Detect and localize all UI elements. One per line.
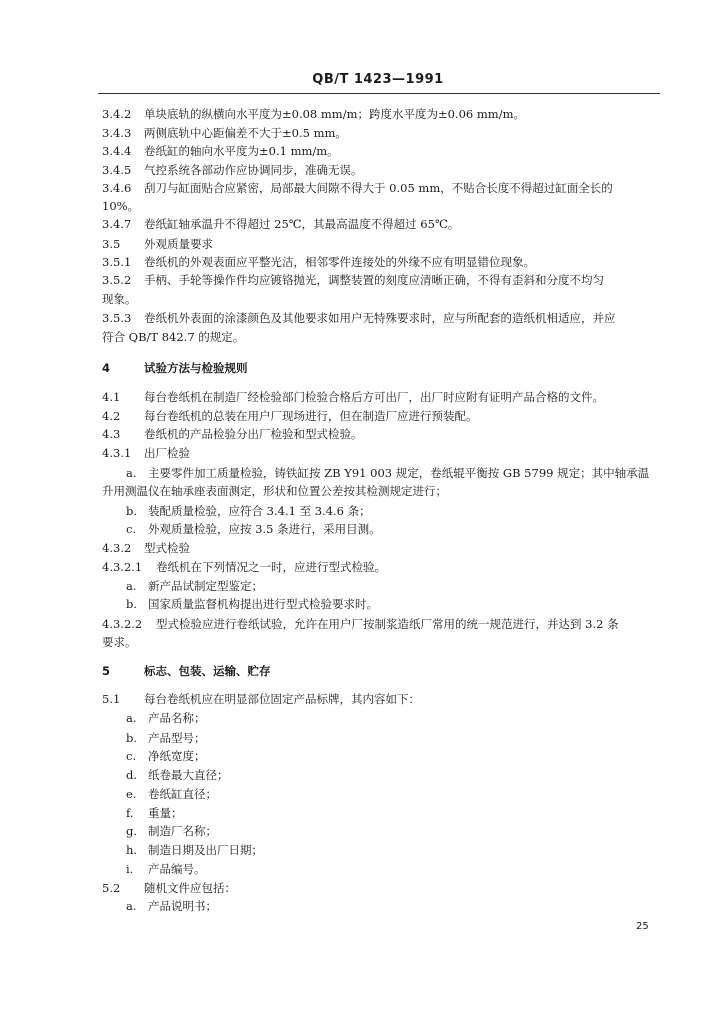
text-line [126, 843, 686, 857]
clause-text: 气控系统各部动作应协调同步，准确无误。 [144, 163, 363, 177]
text-line [102, 427, 662, 441]
clause-text: 手柄、手轮等操作件均应镀铬抛光，调整装置的刻度应清晰正确，不得有歪斜和分度不均匀 [144, 273, 604, 287]
clause-text: 卷纸机在下列情况之一时，应进行型式检验。 [156, 560, 386, 574]
page-number: 25 [636, 921, 649, 932]
clause-text: 卷纸机外表面的涂漆颜色及其他要求如用户无特殊要求时，应与所配套的造纸机相适应，并应 [144, 311, 616, 325]
text-line [102, 635, 662, 649]
clause-text: 符合 QB/T 842.7 的规定。 [102, 330, 245, 344]
clause-number: 4.1 [102, 390, 121, 404]
clause-text: 要求。 [102, 635, 137, 649]
text-line [102, 181, 662, 195]
list-marker: b. [126, 597, 138, 611]
clause-text: 制造厂名称； [148, 824, 217, 838]
text-line [102, 409, 662, 423]
clause-text: 10%。 [102, 199, 140, 213]
text-line [126, 579, 686, 593]
text-line [126, 731, 686, 745]
list-marker: g. [126, 824, 138, 838]
text-line [102, 881, 662, 895]
text-line [126, 504, 686, 518]
clause-number: 4.3.1 [102, 446, 132, 460]
clause-text: 升用测温仪在轴承座表面测定，形状和位置公差按其检测规定进行； [102, 484, 447, 498]
clause-text: 产品说明书； [148, 899, 217, 913]
list-marker: a. [126, 711, 137, 725]
clause-text: 卷纸缸的轴向水平度为±0.1 mm/m。 [144, 144, 339, 158]
text-line [102, 163, 662, 177]
text-line [102, 560, 662, 574]
clause-text: 两侧底轨中心距偏差不大于±0.5 mm。 [144, 126, 347, 140]
text-line [126, 711, 686, 725]
clause-text: 装配质量检验，应符合 3.4.1 至 3.4.6 条； [148, 504, 371, 518]
clause-text: 产品名称； [148, 711, 206, 725]
list-marker: a. [126, 579, 137, 593]
clause-text: 净纸宽度； [148, 749, 206, 763]
text-line [126, 768, 686, 782]
clause-number: 4.2 [102, 409, 121, 423]
clause-number: 5 [102, 664, 111, 678]
clause-number: 3.4.5 [102, 163, 132, 177]
clause-text: 每台卷纸机在制造厂经检验部门检验合格后方可出厂，出厂时应附有证明产品合格的文件。 [144, 390, 604, 404]
list-marker: i. [126, 862, 134, 876]
clause-number: 5.2 [102, 881, 121, 895]
clause-number: 3.5.3 [102, 311, 132, 325]
text-line [102, 237, 662, 251]
clause-text: 卷纸机的产品检验分出厂检验和型式检验。 [144, 427, 363, 441]
list-marker: h. [126, 843, 138, 857]
text-line [102, 311, 662, 325]
list-marker: d. [126, 768, 138, 782]
header-rule [98, 93, 660, 94]
list-marker: b. [126, 504, 138, 518]
clause-text: 卷纸缸轴承温升不得超过 25℃，其最高温度不得超过 65℃。 [144, 217, 460, 231]
text-line [126, 749, 686, 763]
clause-text: 出厂检验 [144, 446, 190, 460]
list-marker: a. [126, 466, 137, 480]
page-header: QB/T 1423—1991 [312, 72, 444, 87]
clause-text: 刮刀与缸面贴合应紧密，局部最大间隙不得大于 0.05 mm，不贴合长度不得超过缸面全长的 [144, 181, 613, 195]
clause-text: 卷纸机的外观表面应平整光洁，相邻零件连接处的外缘不应有明显错位现象。 [144, 255, 535, 269]
section-heading [102, 664, 662, 678]
clause-number: 5.1 [102, 692, 121, 706]
clause-text: 主要零件加工质量检验，铸铁缸按 ZB Y91 003 规定，卷纸辊平衡按 GB 5799 规定；其中轴承温 [148, 466, 650, 480]
clause-text: 外观质量检验，应按 3.5 条进行，采用目测。 [148, 522, 381, 536]
clause-text: 现象。 [102, 292, 137, 306]
text-line [126, 899, 686, 913]
clause-number: 3.5.1 [102, 255, 132, 269]
text-line [102, 390, 662, 404]
clause-number: 3.4.4 [102, 144, 132, 158]
clause-text: 国家质量监督机构提出进行型式检验要求时。 [148, 597, 378, 611]
text-line [102, 446, 662, 460]
clause-text: 纸卷最大直径； [148, 768, 229, 782]
clause-text: 重量； [148, 806, 183, 820]
text-line [126, 466, 686, 480]
text-line [126, 522, 686, 536]
clause-number: 3.4.3 [102, 126, 132, 140]
clause-number: 4 [102, 361, 111, 375]
clause-number: 3.4.2 [102, 107, 132, 121]
text-line [126, 824, 686, 838]
list-marker: b. [126, 731, 138, 745]
text-line [126, 862, 686, 876]
text-line [126, 597, 686, 611]
clause-text: 制造日期及出厂日期； [148, 843, 263, 857]
clause-number: 3.5.2 [102, 273, 132, 287]
text-line [102, 273, 662, 287]
text-line [102, 107, 662, 121]
clause-text: 每台卷纸机应在明显部位固定产品标牌，其内容如下： [144, 692, 420, 706]
clause-text: 标志、包装、运输、贮存 [144, 664, 271, 678]
text-line [102, 330, 662, 344]
text-line [102, 255, 662, 269]
text-line [102, 144, 662, 158]
clause-text: 试验方法与检验规则 [144, 361, 248, 375]
clause-number: 4.3 [102, 427, 121, 441]
clause-text: 卷纸缸直径； [148, 787, 217, 801]
clause-number: 4.3.2.1 [102, 560, 143, 574]
clause-text: 每台卷纸机的总装在用户厂现场进行，但在制造厂应进行预装配。 [144, 409, 478, 423]
clause-text: 产品型号； [148, 731, 206, 745]
clause-text: 外观质量要求 [144, 237, 213, 251]
text-line [102, 692, 662, 706]
text-line [102, 126, 662, 140]
text-line [126, 787, 686, 801]
list-marker: c. [126, 749, 137, 763]
text-line [102, 199, 662, 213]
clause-number: 3.4.6 [102, 181, 132, 195]
list-marker: a. [126, 899, 137, 913]
list-marker: c. [126, 522, 137, 536]
text-line [102, 217, 662, 231]
clause-number: 4.3.2.2 [102, 617, 143, 631]
clause-text: 单块底轨的纵横向水平度为±0.08 mm/m；跨度水平度为±0.06 mm/m。 [144, 107, 525, 121]
clause-text: 型式检验 [144, 541, 190, 555]
section-heading [102, 361, 662, 375]
text-line [102, 541, 662, 555]
clause-text: 新产品试制定型鉴定； [148, 579, 263, 593]
list-marker: e. [126, 787, 137, 801]
clause-number: 3.5 [102, 237, 121, 251]
clause-text: 型式检验应进行卷纸试验，允许在用户厂按制浆造纸厂常用的统一规范进行，并达到 3.2 条 [156, 617, 619, 631]
text-line [102, 484, 662, 498]
clause-text: 产品编号。 [148, 862, 206, 876]
clause-number: 4.3.2 [102, 541, 132, 555]
text-line [126, 806, 686, 820]
text-line [102, 292, 662, 306]
clause-text: 随机文件应包括： [144, 881, 236, 895]
list-marker: f. [126, 806, 134, 820]
text-line [102, 617, 662, 631]
clause-number: 3.4.7 [102, 217, 132, 231]
